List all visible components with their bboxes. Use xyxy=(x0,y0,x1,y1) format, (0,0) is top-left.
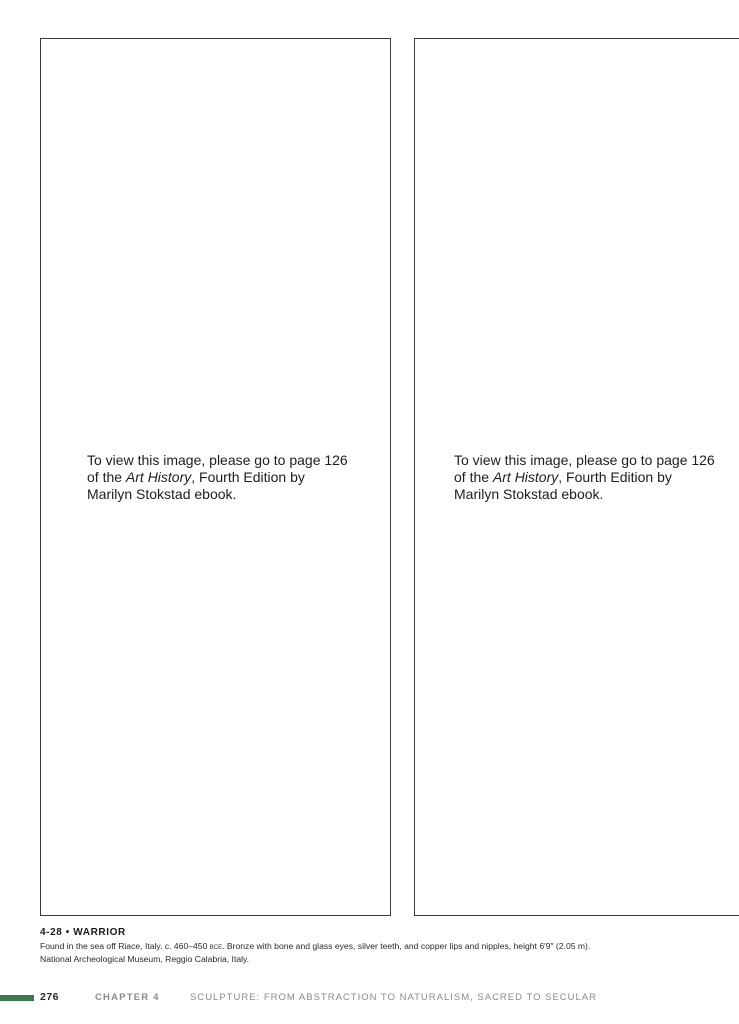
figure-frame-right xyxy=(414,38,739,916)
page-footer xyxy=(0,991,739,1007)
placeholder-line-2-suffix: , Fourth Edition by xyxy=(558,469,672,485)
placeholder-line-2-prefix: of the xyxy=(87,469,126,485)
figure-caption xyxy=(40,926,600,966)
placeholder-line-2-prefix: of the xyxy=(454,469,493,485)
placeholder-line-2-suffix: , Fourth Edition by xyxy=(191,469,305,485)
page-number: 276 xyxy=(40,991,60,1003)
placeholder-line-3: Marilyn Stokstad ebook. xyxy=(454,486,604,502)
caption-title: 4-28 • WARRIOR xyxy=(40,927,126,938)
placeholder-line-1: To view this image, please go to page 126 xyxy=(454,452,715,468)
book-title: Art History xyxy=(125,469,192,485)
caption-body-part-1: Found in the sea off Riace, Italy. c. 460–450 xyxy=(40,941,210,951)
caption-era: bce xyxy=(209,942,223,951)
placeholder-line-2 xyxy=(454,469,736,486)
book-title: Art History xyxy=(492,469,559,485)
caption-body xyxy=(40,940,600,966)
footer-accent-bar xyxy=(0,995,34,1001)
placeholder-line-1: To view this image, please go to page 126 xyxy=(87,452,348,468)
placeholder-line-2 xyxy=(87,469,377,486)
chapter-label: CHAPTER 4 xyxy=(95,992,160,1003)
figure-frame-left xyxy=(40,38,391,916)
chapter-title: SCULPTURE: FROM ABSTRACTION TO NATURALISM, SACRED TO SECULAR xyxy=(190,992,597,1003)
image-placeholder-text-left xyxy=(87,452,377,503)
image-placeholder-text-right xyxy=(454,452,736,503)
placeholder-line-3: Marilyn Stokstad ebook. xyxy=(87,486,237,502)
caption-body-part-2: . Bronze with bone and glass eyes, silver teeth, and copper lips and nipples, height 6′9″ (2.05 m). National Archeological Museum, Reggio Calabria, Italy. xyxy=(40,941,591,964)
